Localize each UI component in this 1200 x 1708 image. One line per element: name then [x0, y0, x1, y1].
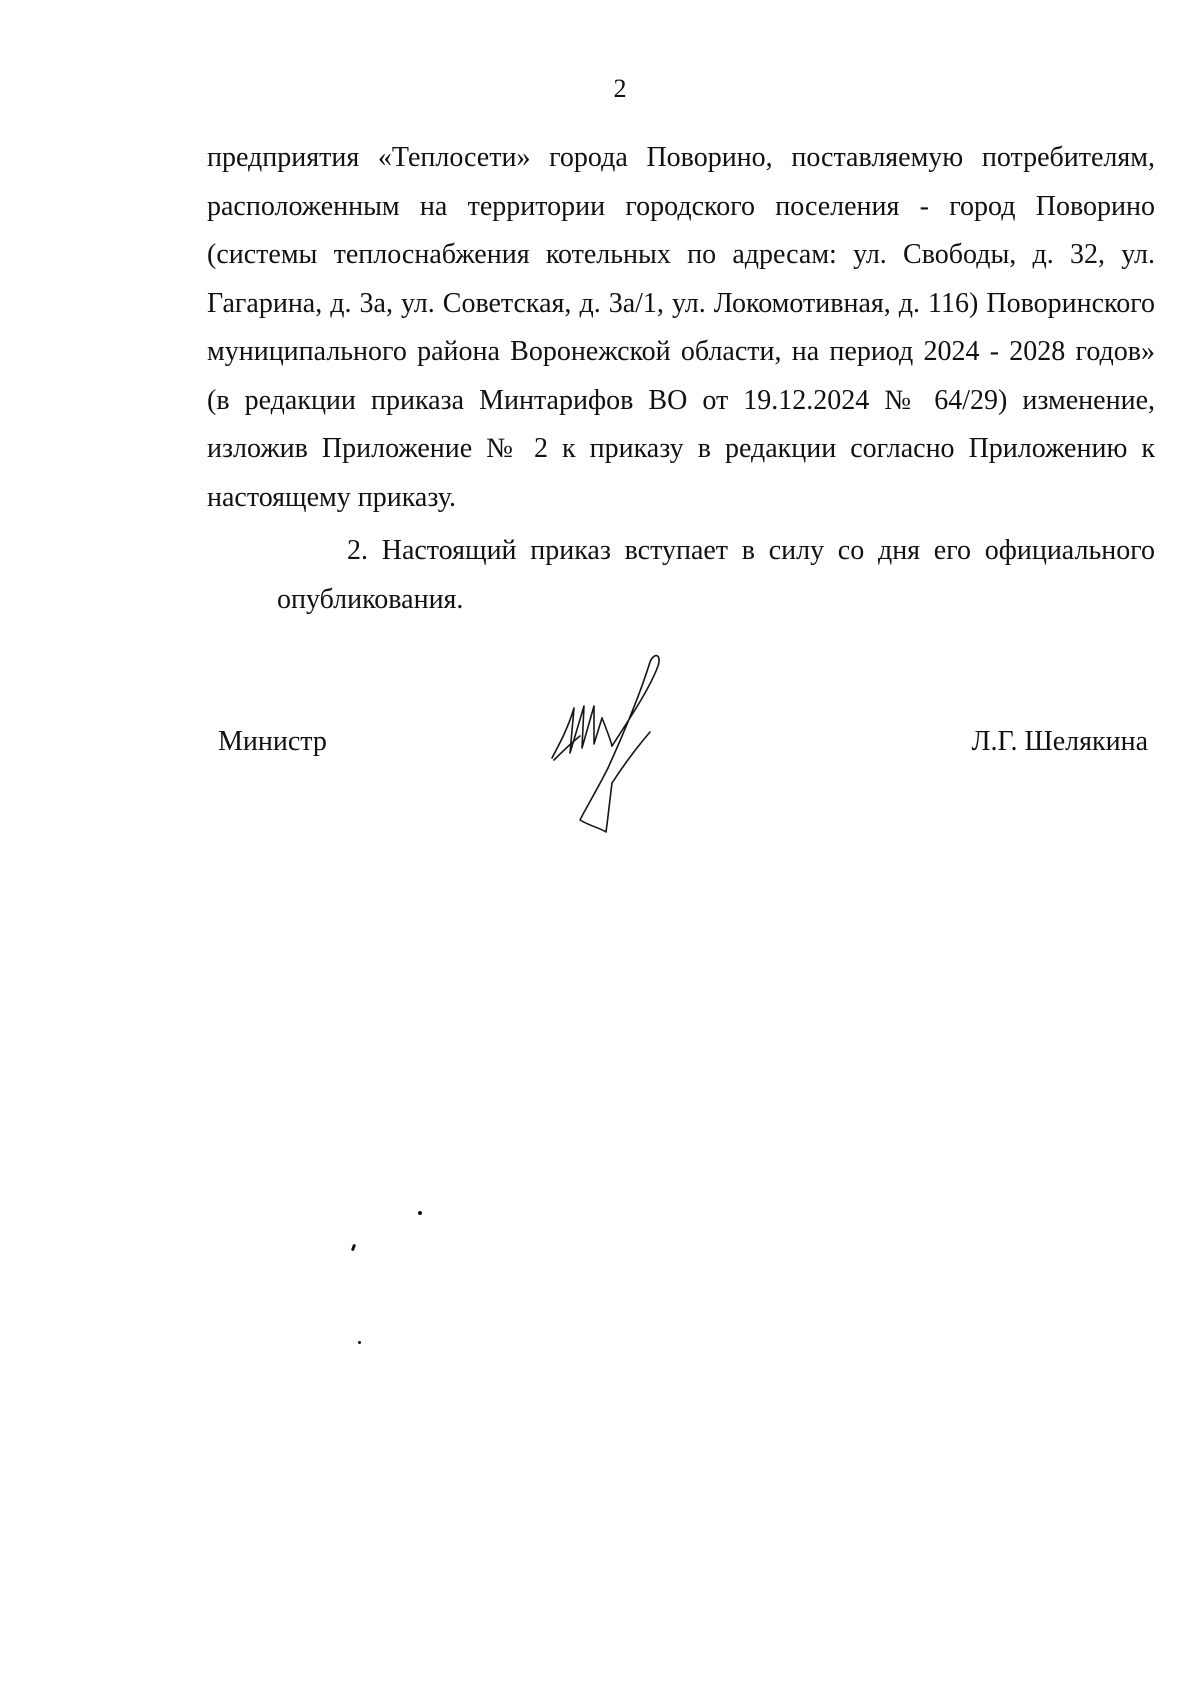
paragraph-line: Гагарина, д. 3а, ул. Советская, д. 3а/1, ул. Локомотивная, д. 116) Поворинского: [207, 287, 1155, 319]
paragraph-line: 2. Настоящий приказ вступает в силу со дня его официального: [347, 535, 1155, 566]
signatory-name: Л.Г. Шелякина: [971, 726, 1148, 757]
paragraph-2: [207, 527, 1155, 624]
scan-speck: [418, 1211, 422, 1215]
signatory-title: Министр: [218, 726, 327, 757]
paragraph-line: опубликования.: [277, 583, 464, 615]
paragraph-line: муниципального района Воронежской области, на период 2024 - 2028 годов»: [207, 336, 1155, 367]
paragraph-line: предприятия «Теплосети» города Поворино, поставляемую потребителям,: [207, 142, 1155, 173]
scan-speck: [351, 1244, 356, 1252]
paragraph-line: настоящему приказу.: [207, 481, 457, 513]
scan-speck: [358, 1341, 361, 1344]
paragraph-line: изложив Приложение № 2 к приказу в редакции согласно Приложению к: [207, 433, 1155, 464]
paragraph-line: расположенным на территории городского поселения - город Поворино: [207, 190, 1155, 222]
page-number: 2: [613, 74, 627, 103]
paragraph-line: (в редакции приказа Минтарифов ВО от 19.12.2024 № 64/29) изменение,: [207, 384, 1155, 416]
paragraph-line: (системы теплоснабжения котельных по адресам: ул. Свободы, д. 32, ул.: [207, 239, 1155, 270]
handwritten-signature: [550, 648, 710, 858]
paragraph-1: [207, 134, 1155, 522]
